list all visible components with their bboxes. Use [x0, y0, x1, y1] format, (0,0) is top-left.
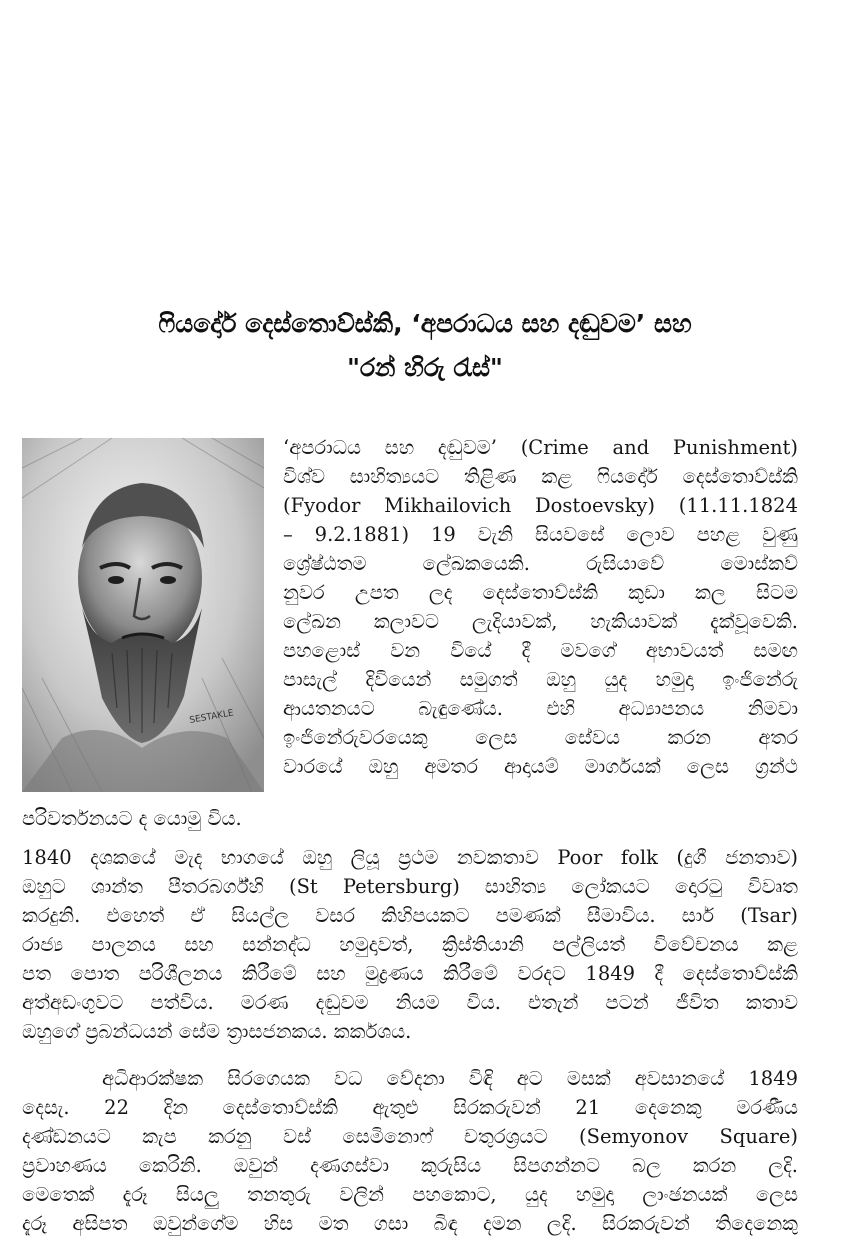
text-line: – 9.2.1881) 19 වැනි සියවසේ ලොව පහළ වුණු [283, 523, 798, 546]
paragraph-1-tail [22, 804, 798, 833]
title-line-1: ෆියදෝර් දෙස්තොව්ස්කි, ‘අපරාධය සහ දඬුවම’ සහ [158, 309, 692, 338]
text-line: රාජ්‍ය පාලනය සහ සන්නද්ධ හමුදාවත්, ක්‍රිස්තියානි පල්ලියත් විවේචනය කළ [22, 933, 798, 956]
text-line: කරදුනි. එහෙත් ඒ සියල්ල වසර කිහිපයකට පමණක් සීමාවිය. සාර් (Tsar) [22, 904, 798, 927]
text-line: ඔහුගේ ප්‍රබන්ධයන් සේම ත්‍රාසජනකය. කර්කශය. [22, 1020, 412, 1043]
text-line: වාරයේ ඔහු අමතර ආදායම් මාර්ගයක් ලෙස ග්‍රන්ථ [283, 755, 798, 778]
text-line: ප්‍රවාහණය කෙරිනි. ඔවුන් දණගස්වා කුරුසිය සිපගන්නට බල කරන ලදි. [22, 1154, 798, 1177]
text-line: ඔහුට ශාන්ත පීතරබර්ග්හි (St Petersburg) සාහිත්‍ය ලෝකයට දොරටු විවෘත [22, 875, 798, 898]
article-title [30, 302, 820, 390]
text-line: නුවර උපත ලද දෙස්තොව්ස්කි කුඩා කල සිටම [283, 581, 798, 604]
paragraph-1-column [283, 433, 798, 781]
title-line-2: "රන් හිරු රැස්" [347, 353, 503, 382]
paragraph-2 [22, 843, 798, 1046]
text-line: පරිවර්තනයට ද යොමු විය. [22, 807, 242, 830]
text-line: පත පොත පරිශීලනය කිරීමේ සහ මුද්‍රණය කිරීමේ වරදට 1849 දී දෙස්තොව්ස්කි [22, 962, 798, 985]
text-line: දෙසැ. 22 දින දෙස්තොව්ස්කි ඇතුළු සිරකරුවන් 21 දෙනෙකු මරණීය [22, 1096, 798, 1119]
portrait-signature: SESTAKLE [188, 708, 235, 726]
text-line: ආයතනයට බැඳුණේය. එහි අධ්‍යාපනය නිමවා [283, 697, 798, 720]
text-line: 1840 දශකයේ මැද භාගයේ ඔහු ලියූ ප්‍රථම නවකතාව Poor folk (දුගී ජනතාව) [22, 846, 798, 869]
paragraph-3 [22, 1064, 798, 1238]
author-portrait [22, 438, 264, 792]
text-line: විශ්ව සාහිත්‍යයට තිළිණ කළ ෆියදෝර් දෙස්තොව්ස්කි [283, 465, 798, 488]
text-line: පහළොස් වන වියේ දී මවගේ අභාවයත් සමඟ [283, 639, 798, 662]
text-line: ලේඛන කලාවට ලැදියාවක්, හැකියාවක් දැක්වූවෙකි. [283, 610, 798, 633]
text-line: ඉංජිනේරුවරයෙකු ලෙස සේවය කරන අතර [283, 726, 798, 749]
portrait-sketch [22, 438, 264, 792]
text-line: ශ්‍රේෂ්ඨතම ලේඛකයෙකි. රුසියාවේ මොස්කව් [283, 552, 798, 575]
text-line: දණ්ඩනයට කැප කරනු වස් සෙමිනොෆ් චතුරශ්‍රයට (Semyonov Square) [22, 1125, 798, 1148]
text-line: අත්අඩංගුවට පත්විය. මරණ දඬුවම නියම විය. එතැන් පටන් ජීවිත කතාව [22, 991, 798, 1014]
text-line: දැරූ අසිපත ඔවුන්ගේම හිස මත ගසා බිඳ දමන ලදි. සිරකරුවන් තිදෙනෙකු [22, 1212, 798, 1235]
text-line: පාසැල් දිවියෙන් සමුගත් ඔහු යුද හමුදා ඉංජිනේරු [283, 668, 798, 691]
text-line: මෙතෙක් දැරූ සියලු තනතුරු වලින් පහකොට, යුද හමුදා ලාංඡනයක් ලෙස [22, 1183, 798, 1206]
text-line: ‘අපරාධය සහ දඬුවම’ (Crime and Punishment) [283, 436, 798, 459]
text-line: අධිආරක්ෂක සිරගෙයක වධ වේදනා විඳි අට මසක් අවසානයේ 1849 [102, 1067, 798, 1090]
text-line: (Fyodor Mikhailovich Dostoevsky) (11.11.1824 [283, 494, 798, 517]
